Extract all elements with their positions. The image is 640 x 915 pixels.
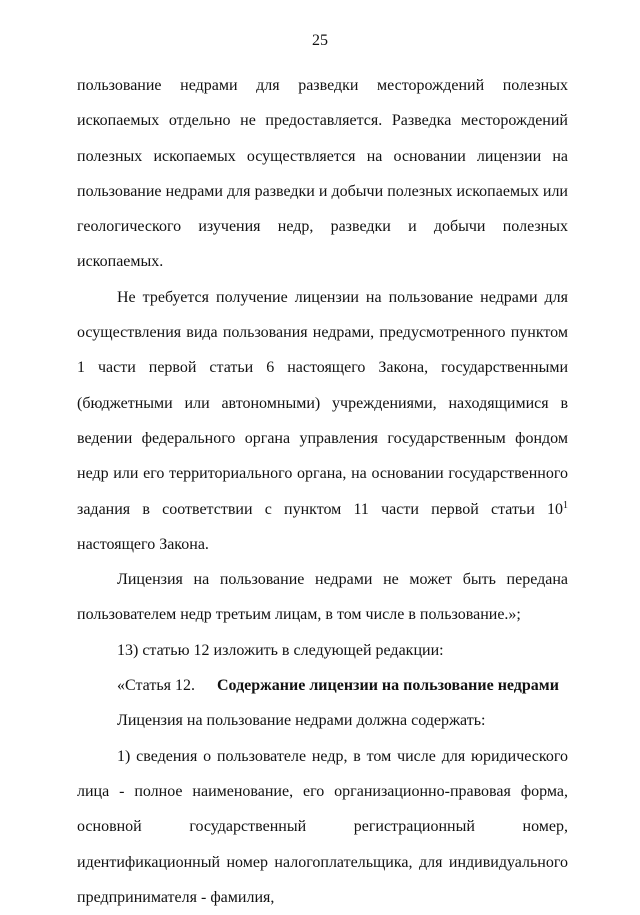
paragraph-amendment-item: 13) статью 12 изложить в следующей редакции: bbox=[117, 641, 444, 659]
article-title: Содержание лицензии на пользование недрами bbox=[216, 677, 559, 695]
paragraph-continuation: пользование недрами для разведки месторождений полезных ископаемых отдельно не предоставляется. Разведка месторождений полезных ископаемых осуществляется на основании лицензии на пользование недрами для разведки и добычи полезных ископаемых или геологического изучения недр, разведки и добычи полезных ископаемых. bbox=[77, 77, 568, 271]
paragraph-license-transfer: Лицензия на пользование недрами не может быть передана пользователем недр третьим лицам, в том числе в пользование.»; bbox=[77, 571, 568, 624]
superscript-index: 1 bbox=[563, 499, 568, 511]
paragraph-text-end: настоящего Закона. bbox=[77, 535, 209, 553]
article-heading bbox=[77, 668, 568, 703]
article-number: «Статья 12. bbox=[117, 677, 195, 695]
paragraph-license-content-intro: Лицензия на пользование недрами должна содержать: bbox=[117, 712, 486, 730]
paragraph-license-exemption bbox=[77, 280, 568, 562]
page-number: 25 bbox=[312, 32, 328, 49]
document-body bbox=[77, 68, 568, 915]
paragraph-list-item-1: 1) сведения о пользователе недр, в том числе для юридического лица - полное наименование, его организационно-правовая форма, основной государственный регистрационный номер, идентификационный номер налогоплательщика, для индивидуального предпринимателя - фамилия, bbox=[77, 747, 568, 906]
paragraph-text: Не требуется получение лицензии на пользование недрами для осуществления вида пользования недрами, предусмотренного пунктом 1 части первой статьи 6 настоящего Закона, государственными (бюджетными или автономными) учреждениями, находящимися в ведении федерального органа управления государственным фондом недр или его территориального органа, на основании государственного задания в соответствии с пунктом 11 части первой статьи 10 bbox=[77, 288, 568, 518]
